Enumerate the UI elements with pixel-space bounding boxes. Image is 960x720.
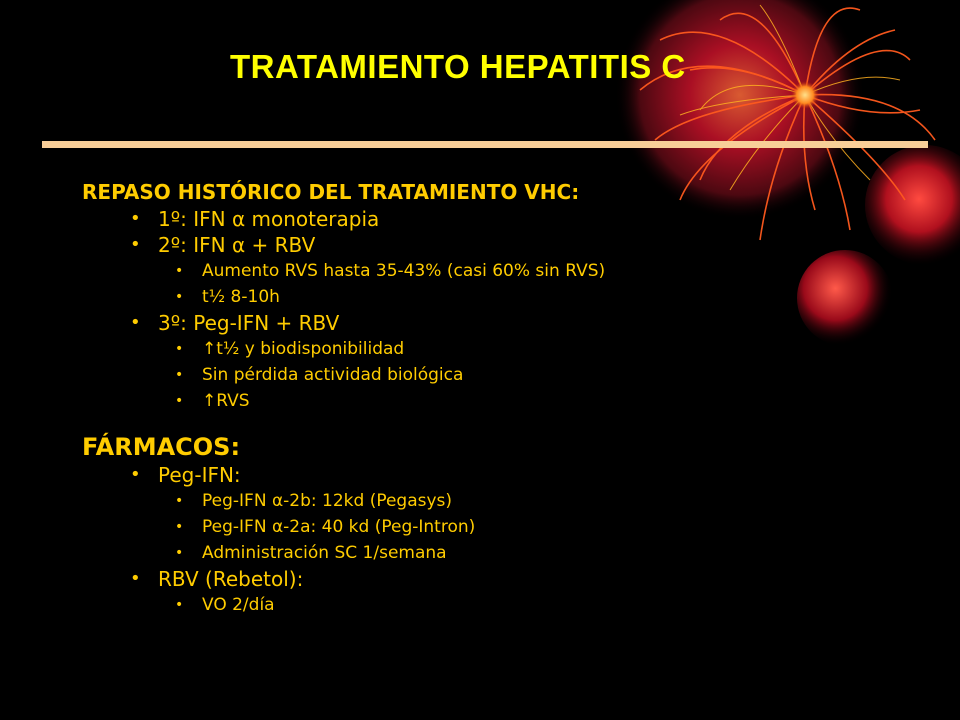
sub-list-item [158,388,942,414]
sub-list [158,258,942,310]
slide-content [82,178,942,618]
list-item [82,462,942,566]
sub-list-item [158,514,942,540]
section-heading-history: REPASO HISTÓRICO DEL TRATAMIENTO VHC: [82,180,580,204]
sub-list-item-label: • Administración SC 1/semana [202,543,447,563]
sub-list-item [158,488,942,514]
list-item-label: • 2º: IFN α + RBV [158,232,942,258]
list-item-label: • 3º: Peg-IFN + RBV [158,310,942,336]
list-item-label: • 1º: IFN α monoterapia [158,206,942,232]
slide-title: TRATAMIENTO HEPATITIS C [230,48,686,85]
list-item-label: • RBV (Rebetol): [158,566,942,592]
list-item [82,310,942,414]
sub-list-item-label: • Aumento RVS hasta 35-43% (casi 60% sin RVS) [202,261,605,281]
sub-list-item-label: • Peg-IFN α-2a: 40 kd (Peg-Intron) [202,517,475,537]
sub-list-item-label: • ↑RVS [202,391,250,411]
sub-list-item-label: • VO 2/día [202,595,275,615]
sub-list-item-label: • t½ 8-10h [202,287,280,307]
sub-list [158,488,942,566]
sub-list [158,592,942,618]
sub-list-item-label: • Peg-IFN α-2b: 12kd (Pegasys) [202,491,452,511]
title-divider [42,141,928,148]
sub-list-item [158,284,942,310]
sub-list-item-label: • Sin pérdida actividad biológica [202,365,463,385]
sub-list-item [158,540,942,566]
drugs-list [82,462,942,618]
sub-list-item-label: • ↑t½ y biodisponibilidad [202,339,404,359]
sub-list-item [158,336,942,362]
section-heading-drugs: FÁRMACOS: [82,433,241,461]
list-item-label: • Peg-IFN: [158,462,942,488]
sub-list [158,336,942,414]
list-item [82,566,942,618]
sub-list-item [158,258,942,284]
history-list [82,206,942,414]
list-item [82,206,942,232]
list-item [82,232,942,310]
sub-list-item [158,592,942,618]
sub-list-item [158,362,942,388]
